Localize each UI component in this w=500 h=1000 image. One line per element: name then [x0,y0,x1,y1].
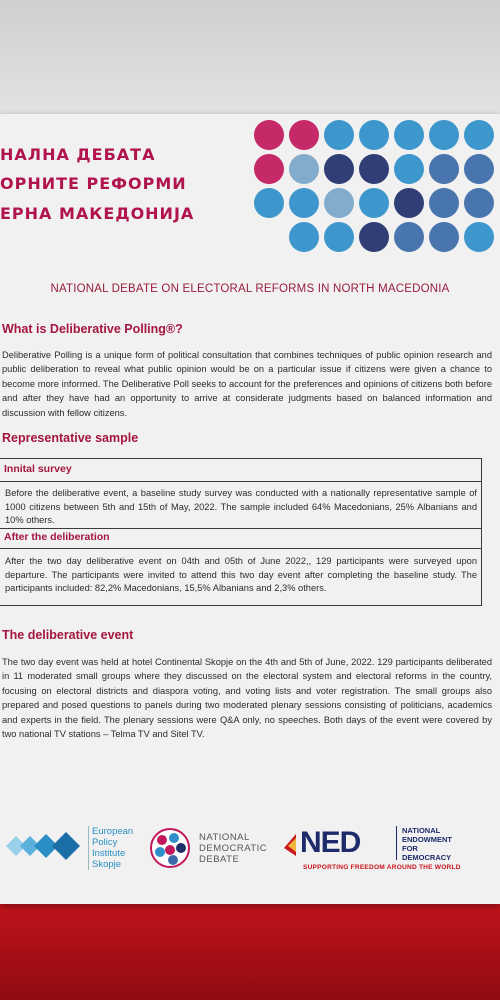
nd-line: DEMOCRATIC [199,843,268,854]
photo-dot [359,154,389,184]
divider [0,528,482,529]
subheading-after-deliberation: After the deliberation [4,531,110,543]
ned-logo-mark: NED [300,826,361,859]
photo-dot [429,222,459,252]
photo-dot [394,154,424,184]
photo-dot [324,222,354,252]
sample-box [0,458,482,606]
ned-full-name [402,826,452,862]
photo-dot [289,120,319,150]
epi-line: Policy [92,837,118,848]
national-debate-logo-icon [148,826,192,870]
ned-line: NATIONAL [402,826,441,835]
photo-dot [254,120,284,150]
paragraph-initial-survey: Before the deliberative event, a baseline study survey was conducted with a nationally representative sample of 1000 citizens between 5th and 15th of May, 2022. The sample included 64% Macedonians, 25% Albanians and 10% others. [5,488,477,525]
photo-dot [359,222,389,252]
photo-dot [429,154,459,184]
nd-line: NATIONAL [199,832,250,843]
partner-logos [0,820,500,880]
epi-logo-text [92,826,133,870]
document-title: NATIONAL DEBATE ON ELECTORAL REFORMS IN NORTH MACEDONIA [50,283,450,295]
ned-tagline: SUPPORTING FREEDOM AROUND THE WORLD [303,864,461,871]
ned-line: FOR [402,844,418,853]
heading-representative-sample: Representative sample [2,431,139,445]
paragraph-after-deliberation: After the two day deliberative event on 04th and 05th of June 2022,, 129 participants were surveyed upon departure. The participants were invited to attend this two day event after completing the baseline study. The participants included: 82,2% Macedonians, 15,5% Albanians and 2,3% others. [5,556,477,593]
photo-dot [324,154,354,184]
divider [88,826,89,870]
photo-dot [254,188,284,218]
epi-line: European [92,826,134,837]
nd-line: DEBATE [199,854,240,865]
epi-line: Skopje [92,859,122,870]
photo-dot [359,120,389,150]
photo-dot [359,188,389,218]
ned-line: ENDOWMENT [402,835,452,844]
photo-dot [464,222,494,252]
photo-dot [324,120,354,150]
divider [0,481,482,482]
photo-dot [289,222,319,252]
photo-dot [289,188,319,218]
photo-dot [429,188,459,218]
cyrillic-title-line-3: ЕРНА МАКЕДОНИЈА [0,204,195,223]
divider [396,826,397,860]
ned-line: DEMOCRACY [402,853,452,862]
photo-dot [464,154,494,184]
background-top [0,0,500,120]
photo-dot [289,154,319,184]
photo-dot [464,120,494,150]
heading-deliberative-event: The deliberative event [2,628,134,642]
cyrillic-title-line-1: НАЛНА ДЕБАТА [0,145,156,164]
heading-what-is-deliberative-polling: What is Deliberative Polling®? [2,322,183,336]
epi-logo-icon [4,830,84,862]
photo-dot-grid [252,118,500,258]
photo-dot [254,154,284,184]
photo-dot [394,222,424,252]
divider [0,548,482,549]
photo-dot [429,120,459,150]
cyrillic-title-line-2: ОРНИТЕ РЕФОРМИ [0,174,187,193]
epi-line: Institute [92,848,126,859]
national-debate-logo-text [199,832,267,865]
subheading-initial-survey: Innital survey [4,463,72,475]
photo-dot [394,120,424,150]
paragraph-deliberative-event: The two day event was held at hotel Continental Skopje on the 4th and 5th of June, 2022. 129 participants deliberated in 11 moderated small groups where they discussed on the electoral system and electoral reforms in the country, focusing on electoral districts and diaspora voting, and voting lists and voter registration. The small groups also prepared and posed questions to panels during two moderated plenary sessions consisting of politicians, academics and experts in the field. The plenary sessions were Q&A only, no speeches. Both days of the event were covered by two national TV stations – Telma TV and Sitel TV. [2,657,492,740]
paragraph-deliberative-polling: Deliberative Polling is a unique form of political consultation that combines techniques of public opinion research and public deliberation to reveal what public opinion would be on a particular issue if citizens were given a chance to become more informed. The Deliberative Poll seeks to account for the preferences and opinions of citizens both before and after they have had an opportunity to arrive at considerate judgments based on balanced information and discussion with fellow citizens. [2,350,492,418]
ned-arrow-icon [282,834,298,856]
photo-dot [394,188,424,218]
photo-dot [464,188,494,218]
photo-dot [324,188,354,218]
